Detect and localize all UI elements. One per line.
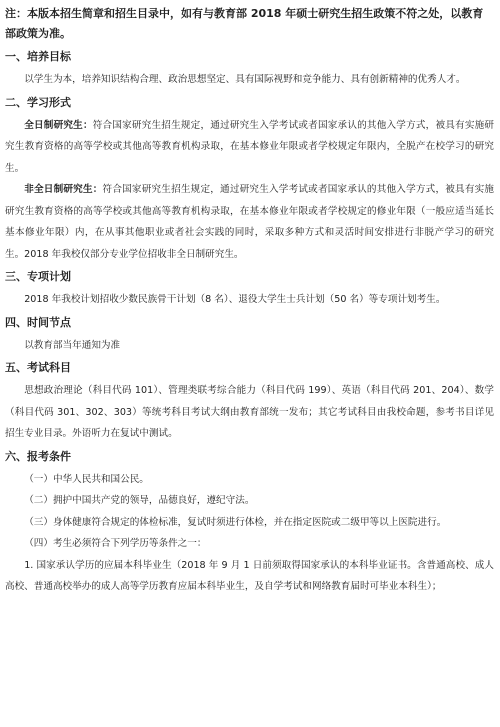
policy-note: 注：本版本招生简章和招生目录中，如有与教育部 2018 年硕士研究生招生政策不符之处，以教育部政策为准。 (5, 7, 484, 40)
paragraph-part-time (5, 179, 494, 265)
section-heading-eligibility: 六、报考条件 (5, 449, 71, 463)
eligibility-item: （四）考生必须符合下列学历等条件之一： (24, 538, 207, 549)
full-time-text: 符合国家研究生招生规定，通过研究生入学考试或者国家承认的其他入学方式，被具有实施研究生教育资格的高等学校或其他高等教育机构录取，在基本修业年限或者学校规定年限内，全脱产在校学习的研究生。 (5, 119, 495, 174)
part-time-lead: 非全日制研究生： (24, 184, 103, 195)
section-text-goals: 以学生为本，培养知识结构合理、政治思想坚定、具有国际视野和竞争能力、具有创新精神的优秀人才。 (24, 74, 466, 85)
section-text-special-plans: 2018 年我校计划招收少数民族骨干计划（8 名）、退役大学生士兵计划（50 名）等专项计划考生。 (24, 294, 446, 305)
section-heading-study-form: 二、学习形式 (5, 95, 71, 109)
section-heading-exam-subjects: 五、考试科目 (5, 361, 71, 374)
section-heading-goals: 一、培养目标 (5, 50, 71, 63)
section-heading-timeline: 四、时间节点 (5, 315, 71, 329)
eligibility-item: （二）拥护中国共产党的领导，品德良好，遵纪守法。 (24, 495, 255, 506)
paragraph-full-time (5, 115, 494, 180)
eligibility-item: （一）中华人民共和国公民。 (24, 473, 149, 485)
part-time-text: 符合国家研究生招生规定，通过研究生入学考试或者国家承认的其他入学方式，被具有实施研究生教育资格的高等学校或其他高等教育机构录取，在基本修业年限或者学校规定的修业年限（一般应适当延长基本修业年限）内，在从事其他职业或者社会实践的同时，采取多种方式和灵活时间安排进行非脱产学习的研究生。2018 年我校仅部分专业学位招收非全日制研究生。 (5, 184, 495, 260)
section-text-exam-subjects: 思想政治理论（科目代码 101）、管理类联考综合能力（科目代码 199）、英语（科目代码 201、204）、数学（科目代码 301、302、303）等统考科目考试大纲由教育部统一发布；其它考试科目由我校命题，参考书目详见招生专业目录。外语听力在复试中测试。 (5, 385, 494, 439)
section-heading-special-plans: 三、专项计划 (5, 270, 71, 283)
eligibility-subitem: 1. 国家承认学历的应届本科毕业生（2018 年 9 月 1 日前须取得国家承认的本科毕业证书。含普通高校、成人高校、普通高校举办的成人高等学历教育应届本科毕业生，及自学考试和网络教育届时可毕业本科生）； (5, 559, 494, 592)
section-text-timeline: 以教育部当年通知为准 (24, 339, 121, 351)
eligibility-item: （三）身体健康符合规定的体检标准，复试时须进行体检，并在指定医院或二级甲等以上医院进行。 (24, 516, 447, 528)
full-time-lead: 全日制研究生： (24, 119, 93, 131)
